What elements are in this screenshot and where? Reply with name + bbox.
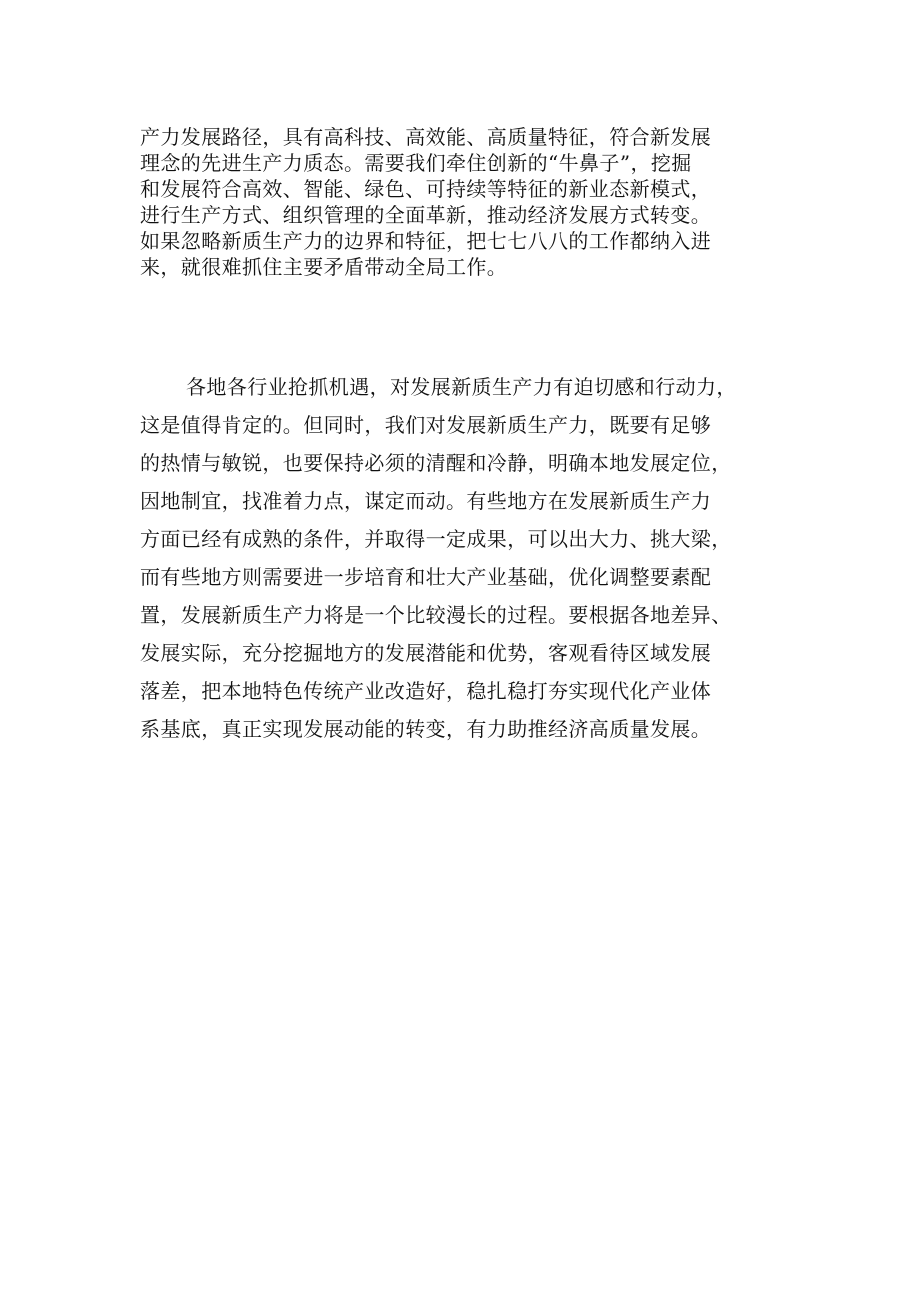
text-line: 来，就很难抓住主要矛盾带动全局工作。 bbox=[140, 255, 508, 279]
text-line: 如果忽略新质生产力的边界和特征，把七七八八的工作都纳入进 bbox=[140, 229, 712, 253]
paragraph-continuation bbox=[140, 124, 780, 280]
text-line: 产力发展路径，具有高科技、高效能、高质量特征，符合新发展 bbox=[140, 125, 712, 149]
text-line: 的热情与敏锐，也要保持必须的清醒和冷静，明确本地发展定位， bbox=[140, 451, 732, 475]
text-line: 和发展符合高效、智能、绿色、可持续等特征的新业态新模式， bbox=[140, 177, 712, 201]
text-line: 发展实际，充分挖掘地方的发展潜能和优势，客观看待区域发展 bbox=[140, 641, 712, 665]
text-line: 系基底，真正实现发展动能的转变，有力助推经济高质量发展。 bbox=[140, 717, 712, 741]
text-line: 而有些地方则需要进一步培育和壮大产业基础，优化调整要素配 bbox=[140, 565, 712, 589]
text-line: 因地制宜，找准着力点，谋定而动。有些地方在发展新质生产力 bbox=[140, 489, 712, 513]
text-line: 置，发展新质生产力将是一个比较漫长的过程。要根据各地差异、 bbox=[140, 603, 732, 627]
text-line: 方面已经有成熟的条件，并取得一定成果，可以出大力、挑大梁， bbox=[140, 527, 732, 551]
text-line: 各地各行业抢抓机遇，对发展新质生产力有迫切感和行动力， bbox=[186, 375, 737, 399]
text-line: 这是值得肯定的。但同时，我们对发展新质生产力，既要有足够 bbox=[140, 413, 712, 437]
text-line: 落差，把本地特色传统产业改造好，稳扎稳打夯实现代化产业体 bbox=[140, 679, 712, 703]
text-line: 进行生产方式、组织管理的全面革新，推动经济发展方式转变。 bbox=[140, 203, 712, 227]
paragraph-main bbox=[140, 368, 780, 748]
text-line: 理念的先进生产力质态。需要我们牵住创新的“牛鼻子”，挖掘 bbox=[140, 151, 692, 175]
